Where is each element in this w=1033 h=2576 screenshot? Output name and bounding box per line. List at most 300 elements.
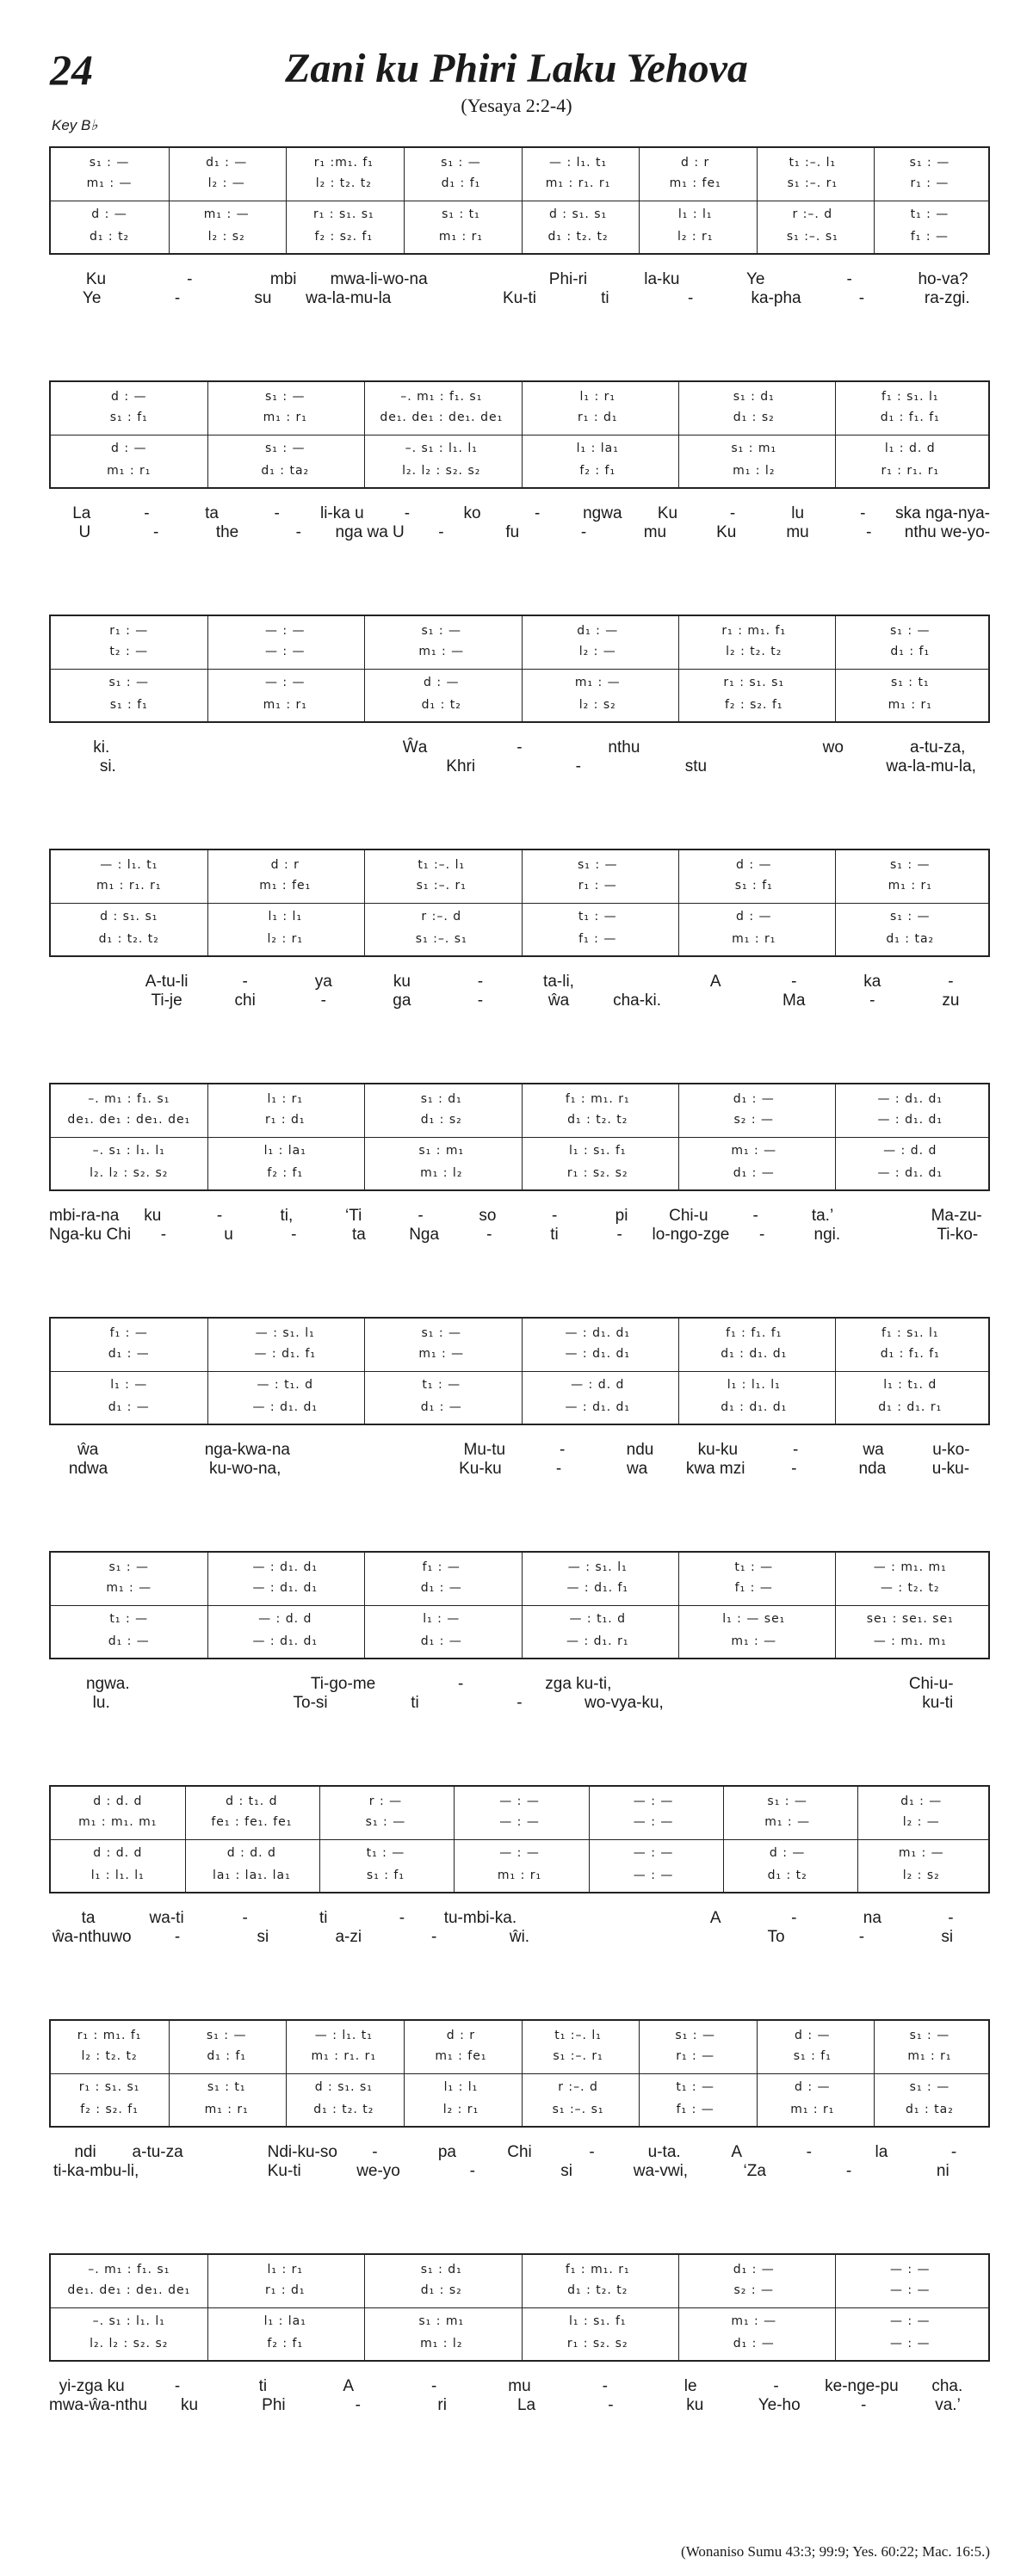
lyric-syllable: pa: [437, 2143, 456, 2161]
lyric-syllable: ska nga-nya-: [895, 504, 990, 522]
lyric-syllable: Ye: [746, 270, 765, 288]
lyric-syllable: wa: [863, 1441, 884, 1459]
measure-notes: l₂ : r₁: [267, 932, 303, 946]
lyric-syllable: u: [224, 1226, 233, 1244]
measure-notes: s₁ :–. r₁: [787, 176, 838, 190]
lyric-syllable: le: [684, 2377, 697, 2395]
measure-notes: f₂ : s₂. f₁: [724, 698, 783, 712]
measure-notes: l₁ : r₁: [267, 2263, 303, 2276]
measure-notes: l₁ : l₁. l₁: [727, 1378, 781, 1392]
lyric-syllable: mu: [786, 523, 809, 541]
measure-notes: s₁ :–. s₁: [415, 932, 467, 946]
measure-notes: r₁ :m₁. f₁: [313, 156, 374, 170]
lyric-syllable: -: [430, 1928, 437, 1946]
lyrics: [49, 489, 990, 539]
voice-row: [51, 1558, 988, 1577]
lyric-syllable: si: [257, 1928, 269, 1946]
lyric-syllable: -: [242, 973, 248, 991]
measure-notes: l₂ : r₁: [442, 2103, 479, 2116]
lyric-syllable: -: [729, 504, 736, 522]
measure-notes: t₁ :–. l₁: [554, 2029, 602, 2042]
voice-row: [51, 387, 988, 406]
measure-notes: — : —: [889, 2263, 931, 2276]
measure-notes: l₂ : t₂. t₂: [315, 176, 372, 190]
measure-notes: d₁ : —: [108, 1400, 150, 1414]
lyric-syllable: -: [773, 2377, 779, 2395]
lyric-syllable: -: [688, 289, 694, 307]
lyric-syllable: -: [486, 1226, 492, 1244]
lyric-line-1: [49, 1207, 990, 1226]
measure-notes: s₁ : m₁: [418, 1144, 465, 1158]
measure-notes: l₁ : t₁. d: [883, 1378, 937, 1392]
measure-notes: s₁ : f₁: [109, 698, 148, 712]
lyric-syllable: ‘Za: [743, 2162, 766, 2180]
lyrics: [49, 1659, 990, 1712]
measure-notes: d₁ : —: [733, 2263, 775, 2276]
lyric-syllable: wa-la-mu-la,: [886, 757, 976, 775]
lyric-syllable: -: [806, 2143, 812, 2161]
measure-notes: d₁ : f₁: [207, 2049, 247, 2063]
lyric-syllable: cha-ki.: [613, 991, 662, 1010]
lyric-syllable: ti: [319, 1909, 328, 1927]
lyric-syllable: ‘Ti: [345, 1207, 362, 1225]
voice-row: [51, 2281, 988, 2300]
lyric-syllable: -: [860, 504, 866, 522]
measure-notes: l₂. l₂ : s₂. s₂: [90, 1166, 169, 1180]
lyric-syllable: nga wa U: [335, 523, 405, 541]
measure-notes: t₂ : —: [109, 645, 149, 658]
measure-notes: — : —: [633, 1869, 674, 1882]
lyric-syllable: ka: [863, 973, 881, 991]
measure-notes: — : s₁. l₁: [255, 1326, 315, 1340]
lyric-syllable: -: [589, 2143, 595, 2161]
measure-notes: f₁ : —: [910, 230, 949, 244]
voice-row: [51, 1375, 988, 1394]
measure-notes: d : s₁. s₁: [100, 910, 158, 924]
measure-notes: d : —: [110, 390, 147, 404]
lyric-syllable: [648, 1928, 733, 1947]
lyric-syllable: -: [216, 1207, 223, 1225]
lyric-syllable: Ma: [782, 991, 806, 1010]
voice-row: [51, 1792, 988, 1811]
measure-notes: — : d₁. r₁: [566, 1634, 629, 1648]
lyric-line-2: [49, 991, 990, 1010]
lyric-syllable: [127, 1441, 204, 1460]
measure-notes: — : l₁. t₁: [100, 858, 158, 872]
lyric-syllable: ta: [352, 1226, 366, 1244]
lyric-syllable: -: [404, 504, 411, 522]
lyric-syllable: ndu: [626, 1441, 654, 1459]
lyric-syllable: -: [846, 270, 852, 288]
scripture-reference: (Wonaniso Sumu 43:3; 99:9; Yes. 60:22; Mac. 16:5.): [681, 2543, 990, 2560]
measure-notes: l₂ : s₂: [207, 230, 245, 244]
lyric-syllable: chi: [234, 991, 256, 1010]
measure-notes: l₁ : l₁: [268, 910, 303, 924]
measure-notes: d : —: [735, 910, 772, 924]
lyric-syllable: ti: [411, 1694, 419, 1712]
measure-notes: — : —: [633, 1846, 674, 1860]
measure-notes: s₁ : f₁: [734, 879, 773, 893]
lyric-syllable: u-ta.: [647, 2143, 681, 2161]
lyric-syllable: Ku: [716, 523, 737, 541]
measure-notes: r :–. d: [792, 207, 833, 221]
lyric-syllable: lu.: [92, 1694, 110, 1712]
measure-notes: d : r: [446, 2029, 476, 2042]
lyric-syllable: [677, 1694, 781, 1713]
measure-notes: d₁ : —: [733, 2337, 775, 2351]
measure-notes: d₁ : t₂. t₂: [547, 230, 609, 244]
measure-notes: — : —: [264, 645, 306, 658]
lyric-syllable: La: [516, 2396, 536, 2414]
lyric-line-2: [49, 523, 990, 542]
lyric-syllable: ngwa: [583, 504, 622, 522]
voice-row: [51, 2260, 988, 2279]
lyric-syllable: -: [274, 504, 280, 522]
measure-notes: — : d₁. d₁: [565, 1400, 630, 1414]
lyric-syllable: a-tu-za: [132, 2143, 183, 2161]
measure-notes: m₁ : r₁: [204, 2103, 249, 2116]
lyric-syllable: -: [608, 2396, 614, 2414]
lyric-syllable: yi-zga ku: [59, 2377, 125, 2395]
measure-notes: d₁ : s₂: [733, 411, 775, 424]
measure-notes: — : d₁. f₁: [254, 1347, 317, 1361]
lyric-syllable: ŵa-nthuwo: [52, 1928, 132, 1946]
lyric-syllable: -: [174, 2377, 181, 2395]
lyric-syllable: -: [242, 1909, 248, 1927]
measure-notes: –. s₁ : l₁. l₁: [92, 1144, 165, 1158]
staff-divider: [51, 435, 988, 436]
measure-notes: l₁ : —: [110, 1378, 148, 1392]
lyric-syllable: U: [78, 523, 91, 541]
measure-notes: — : —: [889, 2337, 931, 2351]
notation-staff: [49, 615, 990, 723]
lyric-syllable: a-tu-za,: [910, 738, 966, 757]
voice-row: [51, 1398, 988, 1417]
measure-notes: d₁ : —: [420, 1400, 462, 1414]
measure-notes: l₁ : l₁. l₁: [90, 1869, 145, 1882]
lyric-syllable: [391, 289, 476, 308]
measure-notes: f₂ : f₁: [267, 1166, 304, 1180]
lyric-syllable: -: [602, 2377, 608, 2395]
staff-divider: [51, 669, 988, 670]
voice-row: [51, 1141, 988, 1160]
measure-notes: d₁ : t₂: [421, 698, 461, 712]
measure-notes: l₁ : la₁: [263, 2314, 306, 2328]
measure-notes: s₁ : —: [767, 1795, 807, 1808]
measure-notes: d₁ : d₁. r₁: [878, 1400, 943, 1414]
measure-notes: d₁ : f₁. f₁: [880, 1347, 940, 1361]
score-system-7: [49, 1551, 990, 1712]
measure-notes: m₁ : r₁. r₁: [545, 176, 611, 190]
score-system-6: [49, 1317, 990, 1478]
lyric-syllable: Chi-u-: [908, 1675, 954, 1693]
lyric-syllable: zu: [942, 991, 960, 1010]
lyric-syllable: ho-va?: [918, 270, 968, 288]
lyric-syllable: Ku-ti: [502, 289, 537, 307]
measure-notes: r₁ : s₂. s₂: [566, 2337, 628, 2351]
measure-notes: –. s₁ : l₁. l₁: [92, 2314, 165, 2328]
measure-notes: r₁ : d₁: [265, 2283, 306, 2297]
measure-notes: m₁ : r₁: [263, 698, 307, 712]
staff-divider: [51, 903, 988, 904]
lyric-syllable: ku: [180, 2396, 199, 2414]
measure-notes: l₁ : d. d: [884, 442, 936, 455]
hymn-title: Zani ku Phiri Laku Yehova: [285, 46, 748, 91]
measure-notes: m₁ : m₁. m₁: [78, 1815, 158, 1829]
lyric-syllable: -: [174, 289, 181, 307]
voice-row: [51, 1110, 988, 1129]
lyric-syllable: -: [430, 2377, 437, 2395]
measure-notes: t₁ : —: [109, 1612, 149, 1626]
measure-notes: d₁ : ta₂: [906, 2103, 954, 2116]
notation-staff: [49, 849, 990, 957]
measure-notes: –. m₁ : f₁. s₁: [88, 1092, 170, 1106]
measure-notes: — : d₁. f₁: [566, 1581, 629, 1595]
measure-notes: r₁ : d₁: [265, 1113, 306, 1127]
voice-row: [51, 2026, 988, 2045]
lyric-syllable: ri: [437, 2396, 447, 2414]
measure-notes: — : —: [889, 2283, 931, 2297]
measure-notes: f₁ : —: [578, 932, 617, 946]
lyric-syllable: -: [469, 2162, 475, 2180]
measure-notes: f₂ : f₁: [267, 2337, 304, 2351]
lyric-syllable: -: [860, 2396, 867, 2414]
measure-notes: –. s₁ : l₁. l₁: [405, 442, 478, 455]
measure-notes: s₁ : —: [441, 156, 481, 170]
lyric-syllable: mu: [508, 2377, 531, 2395]
lyric-syllable: -: [535, 504, 541, 522]
staff-divider: [51, 1137, 988, 1138]
measure-notes: l₁ : l₁: [443, 2080, 479, 2094]
measure-notes: m₁ : —: [731, 2314, 777, 2328]
measure-notes: t₁ : —: [422, 1378, 461, 1392]
lyric-syllable: Phi: [262, 2396, 286, 2414]
lyric-line-2: [49, 2162, 990, 2181]
measure-notes: s₁ : —: [365, 1815, 406, 1829]
measure-notes: m₁ : r₁: [438, 230, 484, 244]
lyric-syllable: ndwa: [68, 1460, 108, 1478]
measure-notes: r₁ : s₂. s₂: [566, 1166, 628, 1180]
measure-notes: d₁ : t₂. t₂: [567, 1113, 628, 1127]
measure-notes: l₂ : —: [578, 645, 616, 658]
lyric-syllable: -: [438, 523, 444, 541]
measure-notes: d : —: [795, 2080, 831, 2094]
lyric-syllable: ku: [393, 973, 411, 991]
lyric-line-1: [49, 504, 990, 523]
measure-notes: l₂ : s₂: [902, 1869, 940, 1882]
measure-notes: s₁ : —: [909, 156, 950, 170]
voice-row: [51, 153, 988, 172]
lyric-syllable: a-zi: [335, 1928, 362, 1946]
measure-notes: s₁ : —: [909, 2080, 950, 2094]
voice-row: [51, 2100, 988, 2119]
lyric-line-1: [49, 2143, 990, 2162]
measure-notes: r₁ : —: [109, 624, 149, 638]
lyric-syllable: lu: [791, 504, 805, 522]
measure-notes: m₁ : r₁: [907, 2049, 952, 2063]
lyric-syllable: -: [477, 973, 484, 991]
measure-notes: s₁ :–. r₁: [416, 879, 467, 893]
lyric-syllable: To-si: [293, 1694, 328, 1712]
lyric-syllable: Ti-go-me: [310, 1675, 376, 1693]
measure-notes: f₂ : f₁: [579, 464, 616, 478]
voice-row: [51, 1866, 988, 1885]
measure-notes: d₁ : t₂: [767, 1869, 807, 1882]
lyric-line-2: [49, 1226, 990, 1245]
lyric-syllable: -: [866, 523, 872, 541]
measure-notes: f₁ : —: [676, 2103, 714, 2116]
voice-row: [51, 876, 988, 895]
lyric-syllable: Khri: [446, 757, 476, 775]
lyric-syllable: -: [418, 1207, 424, 1225]
lyric-syllable: [755, 757, 873, 776]
measure-notes: s₁ : t₁: [207, 2080, 246, 2094]
lyric-syllable: Ŵa: [402, 738, 428, 757]
lyric-syllable: -: [791, 1460, 797, 1478]
lyric-syllable: [127, 1460, 206, 1479]
lyric-syllable: lo-ngo-zge: [652, 1226, 730, 1244]
measure-notes: s₁ : —: [89, 156, 130, 170]
measure-notes: t₁ : —: [366, 1846, 405, 1860]
measure-notes: s₁ :–. r₁: [553, 2049, 603, 2063]
voice-row: [51, 1578, 988, 1597]
measure-notes: d₁ : s₂: [420, 2283, 462, 2297]
lyric-syllable: la-ku: [644, 270, 680, 288]
lyric-syllable: ku-ku: [697, 1441, 739, 1459]
lyric-syllable: wo: [822, 738, 844, 757]
lyrics: [49, 255, 990, 305]
measure-notes: d₁ : s₂: [420, 1113, 462, 1127]
measure-notes: fe₁ : fe₁. fe₁: [211, 1815, 293, 1829]
lyric-line-2: [49, 1694, 990, 1713]
lyric-syllable: ŵa: [77, 1441, 99, 1459]
measure-notes: r₁ : —: [910, 176, 949, 190]
measure-notes: m₁ : —: [418, 645, 465, 658]
key-signature: Key B♭: [52, 117, 98, 133]
lyric-syllable: A: [709, 1909, 721, 1927]
lyric-syllable: To: [767, 1928, 785, 1946]
lyric-syllable: -: [555, 1460, 562, 1478]
measure-notes: l₁ : la₁: [576, 442, 619, 455]
measure-notes: l₁ : — se₁: [722, 1612, 786, 1626]
lyric-syllable: Chi: [507, 2143, 532, 2161]
measure-notes: d : s₁. s₁: [314, 2080, 373, 2094]
measure-notes: — : d₁. d₁: [877, 1166, 943, 1180]
measure-notes: r :–. d: [421, 910, 462, 924]
lyric-syllable: nda: [858, 1460, 887, 1478]
measure-notes: — : t₁. d: [257, 1378, 313, 1392]
measure-notes: — : d₁. d₁: [877, 1113, 943, 1127]
lyric-syllable: mwa-li-wo-na: [330, 270, 428, 288]
lyric-syllable: ti: [601, 289, 609, 307]
lyric-line-2: [49, 2396, 990, 2415]
measure-notes: — : d. d: [571, 1378, 625, 1392]
voice-row: [51, 2334, 988, 2353]
measure-notes: l₁ : l₁: [677, 207, 713, 221]
voice-row: [51, 1164, 988, 1183]
measure-notes: d₁ : d₁. d₁: [721, 1400, 788, 1414]
lyric-syllable: A-tu-li: [145, 973, 189, 991]
measure-notes: l₂ : r₁: [677, 230, 714, 244]
lyric-syllable: tu-mbi-ka.: [443, 1909, 517, 1927]
lyric-syllable: [194, 2143, 266, 2162]
lyric-syllable: ku-ti: [922, 1694, 954, 1712]
measure-notes: — : d₁. d₁: [565, 1326, 630, 1340]
lyric-syllable: [49, 973, 127, 991]
voice-row: [51, 227, 988, 246]
measure-notes: l₁ : s₁. f₁: [569, 2314, 627, 2328]
lyric-syllable: -: [616, 1226, 622, 1244]
measure-notes: s₁ : —: [421, 1326, 462, 1340]
notation-staff: [49, 2019, 990, 2128]
lyric-line-2: [49, 1460, 990, 1479]
lyric-syllable: [284, 757, 402, 776]
measure-notes: l₁ : r₁: [579, 390, 615, 404]
measure-notes: — : l₁. t₁: [314, 2029, 373, 2042]
score-system-1: [49, 146, 990, 305]
voice-row: [51, 642, 988, 661]
lyric-syllable: [49, 991, 127, 1010]
lyric-syllable: cha.: [931, 2377, 963, 2395]
lyric-syllable: mwa-ŵa-nthu: [49, 2396, 148, 2414]
score-system-3: [49, 615, 990, 773]
measure-notes: d₁ : —: [733, 1092, 775, 1106]
measure-notes: — : d₁. d₁: [252, 1400, 318, 1414]
measure-notes: r₁ : r₁. r₁: [881, 464, 940, 478]
lyric-syllable: Ku: [657, 504, 678, 522]
measure-notes: m₁ : r₁. r₁: [96, 879, 162, 893]
lyric-syllable: Ti-ko-: [937, 1226, 979, 1244]
lyric-syllable: -: [869, 991, 875, 1010]
score-system-9: [49, 2019, 990, 2178]
lyric-syllable: su: [254, 289, 272, 307]
lyric-syllable: [860, 1226, 925, 1245]
lyric-syllable: [677, 991, 755, 1010]
lyric-syllable: Nga-ku Chi: [49, 1226, 132, 1244]
voice-row: [51, 1632, 988, 1651]
lyric-syllable: ta: [205, 504, 219, 522]
voice-row: [51, 205, 988, 224]
measure-notes: d₁ : t₂. t₂: [567, 2283, 628, 2297]
measure-notes: f₂ : s₂. f₁: [314, 230, 374, 244]
staff-divider: [51, 1371, 988, 1372]
measure-notes: m₁ : —: [418, 1347, 465, 1361]
measure-notes: d : s₁. s₁: [548, 207, 608, 221]
measure-notes: — : m₁. m₁: [873, 1634, 947, 1648]
measure-notes: f₁ : s₁. l₁: [881, 1326, 939, 1340]
lyric-syllable: [362, 1460, 441, 1479]
lyric-syllable: [167, 1675, 285, 1694]
lyric-syllable: [368, 1441, 445, 1460]
measure-notes: f₁ : —: [734, 1581, 773, 1595]
measure-notes: — : t₂. t₂: [880, 1581, 940, 1595]
measure-notes: s₁ : d₁: [420, 1092, 462, 1106]
lyric-syllable: La: [72, 504, 91, 522]
measure-notes: d₁ : t₂. t₂: [313, 2103, 374, 2116]
measure-notes: r₁ : m₁. f₁: [77, 2029, 142, 2042]
measure-notes: l₂. l₂ : s₂. s₂: [402, 464, 481, 478]
measure-notes: d₁ : —: [900, 1795, 943, 1808]
lyric-syllable: Ndi-ku-so: [267, 2143, 337, 2161]
measure-notes: d : r: [270, 858, 300, 872]
measure-notes: m₁ : r₁. r₁: [311, 2049, 377, 2063]
lyric-syllable: -: [160, 1226, 167, 1244]
measure-notes: m₁ : —: [86, 176, 133, 190]
measure-notes: d : —: [769, 1846, 806, 1860]
lyric-syllable: -: [791, 1909, 797, 1927]
measure-notes: — : t₁. d: [569, 1612, 626, 1626]
voice-row: [51, 621, 988, 640]
